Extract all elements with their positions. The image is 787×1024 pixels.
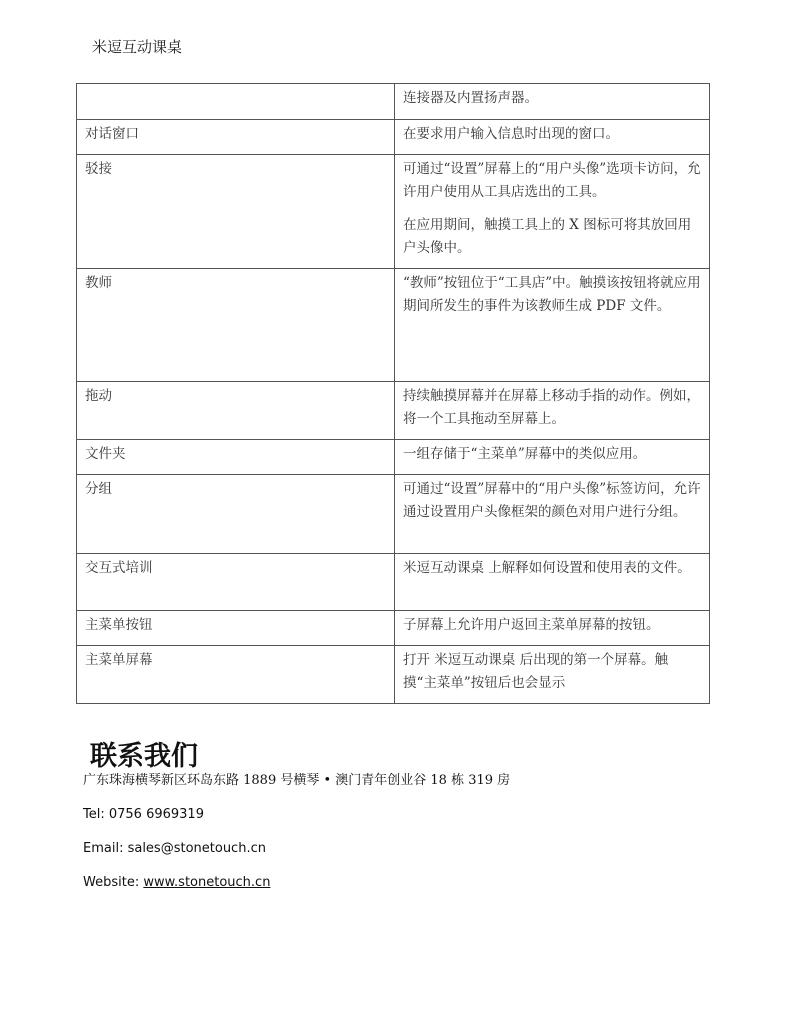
term-cell — [77, 84, 395, 120]
term-cell: 教师 — [77, 269, 395, 382]
definition-cell — [395, 440, 710, 475]
definition-cell — [395, 269, 710, 382]
definition-cell — [395, 155, 710, 269]
contact-info — [83, 772, 510, 908]
table-row — [77, 611, 710, 646]
contact-heading: 联系我们 — [90, 741, 198, 772]
table-row — [77, 382, 710, 440]
definition-text: 连接器及内置扬声器。 — [403, 90, 538, 106]
definition-text: 子屏幕上允许用户返回主菜单屏幕的按钮。 — [403, 617, 660, 633]
definition-text: 在要求用户输入信息时出现的窗口。 — [403, 126, 619, 142]
table-row — [77, 120, 710, 155]
table-row — [77, 475, 710, 554]
definition-text: 可通过“设置”屏幕上的“用户头像”选项卡访问，允许用户使用从工具店选出的工具。 — [403, 161, 701, 200]
contact-address: 广东珠海横琴新区环岛东路 1889 号横琴 • 澳门青年创业谷 18 栋 319 房 — [83, 773, 511, 788]
definition-text: 打开 米逗互动课桌 后出现的第一个屏幕。触摸“主菜单”按钮后也会显示 — [403, 652, 669, 691]
term-cell: 主菜单按钮 — [77, 611, 395, 646]
definition-text: 持续触摸屏幕并在屏幕上移动手指的动作。例如，将一个工具拖动至屏幕上。 — [403, 388, 700, 427]
definition-cell — [395, 646, 710, 704]
definition-text: “教师”按钮位于“工具店”中。触摸该按钮将就应用期间所发生的事件为该教师生成 PDF 文件。 — [403, 275, 701, 314]
term-cell: 交互式培训 — [77, 554, 395, 611]
contact-website — [83, 874, 510, 908]
definition-cell — [395, 554, 710, 611]
definition-text: 可通过“设置”屏幕中的“用户头像”标签访问，允许通过设置用户头像框架的颜色对用户进行分组。 — [403, 481, 701, 520]
table-row — [77, 646, 710, 704]
table-row — [77, 155, 710, 269]
table-row — [77, 269, 710, 382]
table-row — [77, 554, 710, 611]
definition-text: 米逗互动课桌 上解释如何设置和使用表的文件。 — [403, 560, 691, 576]
table-row — [77, 440, 710, 475]
term-cell: 主菜单屏幕 — [77, 646, 395, 704]
page-header-title: 米逗互动课桌 — [92, 38, 183, 56]
definition-text: 一组存储于“主菜单”屏幕中的类似应用。 — [403, 446, 647, 462]
glossary-table — [76, 83, 710, 704]
definition-cell — [395, 382, 710, 440]
term-cell: 对话窗口 — [77, 120, 395, 155]
term-cell: 文件夹 — [77, 440, 395, 475]
contact-tel: Tel: 0756 6969319 — [83, 807, 204, 822]
definition-cell — [395, 475, 710, 554]
website-link[interactable]: www.stonetouch.cn — [143, 875, 271, 890]
table-row — [77, 84, 710, 120]
definition-cell — [395, 84, 710, 120]
contact-email: Email: sales@stonetouch.cn — [83, 841, 266, 856]
term-cell: 驳接 — [77, 155, 395, 269]
term-cell: 拖动 — [77, 382, 395, 440]
definition-cell — [395, 120, 710, 155]
definition-text: 在应用期间，触摸工具上的 X 图标可将其放回用户头像中。 — [403, 217, 692, 256]
website-label: Website: — [83, 875, 144, 890]
definition-cell — [395, 611, 710, 646]
term-cell: 分组 — [77, 475, 395, 554]
